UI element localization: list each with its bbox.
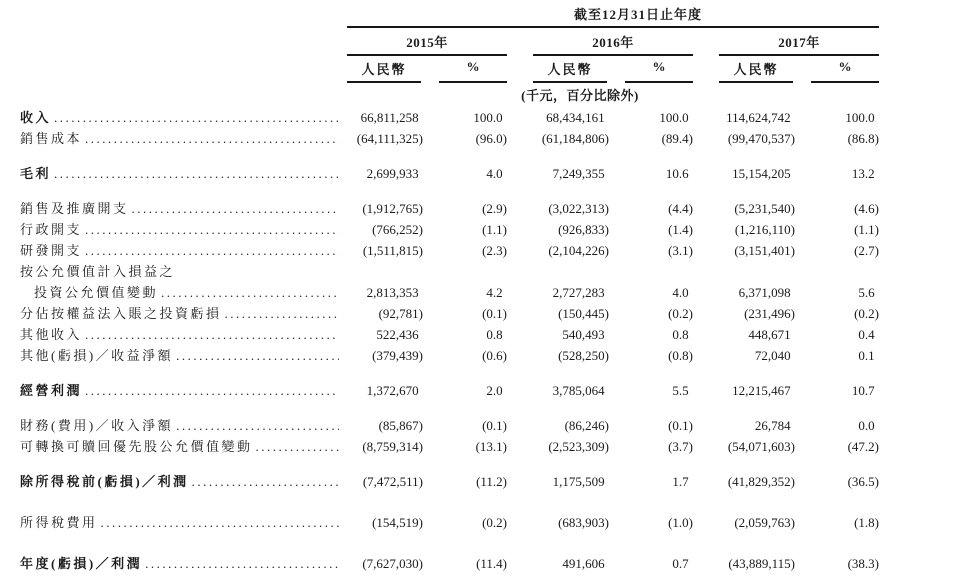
value-rmb-2016: 3,785,064	[552, 383, 605, 398]
row-label	[20, 324, 347, 345]
year-group-2015	[347, 471, 507, 492]
year-group-2017	[719, 345, 879, 366]
subheader-group-2016	[533, 59, 693, 83]
value-pct-2016: (0.1)	[668, 418, 693, 433]
label-column-spacer	[20, 59, 347, 83]
year-group-2015	[347, 436, 507, 457]
value-rmb-2017: (99,470,537)	[727, 131, 795, 146]
year-group-2015	[347, 324, 507, 345]
dot-leader	[176, 415, 339, 436]
table-row	[20, 128, 969, 149]
year-group-2017	[719, 240, 879, 261]
table-row	[20, 198, 969, 219]
row-label-text: 銷售及推廣開支	[20, 201, 129, 216]
value-pct-2017: 0.0	[858, 418, 875, 433]
year-group-2016	[533, 240, 693, 261]
currency-header: 人民幣	[533, 59, 607, 83]
row-label-text: 銷售成本	[20, 131, 83, 146]
value-rmb-2016: (528,250)	[558, 348, 609, 363]
year-group-2016	[533, 303, 693, 324]
table-row	[20, 261, 969, 282]
row-label-text: 其他(虧損)／收益淨額	[20, 348, 174, 363]
subheader-group-2015	[347, 59, 507, 83]
table-row	[20, 303, 969, 324]
row-label-text: 分佔按權益法入賬之投資虧損	[20, 306, 222, 321]
value-pct-2016: 0.8	[672, 327, 689, 342]
row-label-text: 年度(虧損)／利潤	[20, 556, 143, 571]
row-label	[20, 512, 347, 533]
value-rmb-2016: (926,833)	[558, 222, 609, 237]
currency-header: 人民幣	[719, 59, 793, 83]
value-rmb-2015: (7,627,030)	[362, 556, 423, 571]
value-pct-2017: (36.5)	[847, 474, 879, 489]
row-label-text: 所得稅費用	[20, 515, 98, 530]
table-row	[20, 282, 969, 303]
table-row	[20, 240, 969, 261]
value-pct-2015: 2.0	[486, 383, 503, 398]
value-rmb-2017: (43,889,115)	[728, 556, 795, 571]
year-group-2015	[347, 163, 507, 184]
year-group-2017	[719, 163, 879, 184]
value-pct-2016: (1.4)	[668, 222, 693, 237]
dot-leader	[85, 380, 339, 401]
row-label	[20, 415, 347, 436]
value-pct-2017: (86.8)	[847, 131, 879, 146]
row-label	[20, 107, 347, 128]
percent-header: %	[439, 59, 507, 83]
year-group-2016	[533, 219, 693, 240]
year-group-2017	[719, 303, 879, 324]
currency-header: 人民幣	[347, 59, 421, 83]
value-pct-2017: 5.6	[858, 285, 875, 300]
value-rmb-2017: 114,624,742	[726, 110, 791, 125]
year-group-2016	[533, 198, 693, 219]
table-header-title-row	[20, 5, 969, 28]
dot-leader	[85, 240, 339, 261]
year-group-2017	[719, 282, 879, 303]
year-group-2017	[719, 436, 879, 457]
value-rmb-2016: 540,493	[562, 327, 605, 342]
value-pct-2015: (2.9)	[482, 201, 507, 216]
value-pct-2015: 4.0	[486, 166, 503, 181]
dot-leader	[225, 303, 339, 324]
value-rmb-2016: 68,434,161	[546, 110, 605, 125]
value-pct-2016: (4.4)	[668, 201, 693, 216]
year-group-2016	[533, 107, 693, 128]
table-row	[20, 345, 969, 366]
year-group-2017	[719, 128, 879, 149]
dot-leader	[54, 163, 339, 184]
value-pct-2016: 10.6	[665, 166, 689, 181]
value-rmb-2015: (766,252)	[372, 222, 423, 237]
year-group-2017	[719, 471, 879, 492]
value-rmb-2016: 7,249,355	[552, 166, 605, 181]
year-group-2015	[347, 107, 507, 128]
value-pct-2016: 100.0	[659, 110, 689, 125]
row-label	[20, 553, 347, 574]
dot-leader	[85, 128, 339, 149]
value-pct-2015: 100.0	[473, 110, 503, 125]
value-rmb-2016: 491,606	[562, 556, 605, 571]
value-pct-2015: (2.3)	[482, 243, 507, 258]
row-label	[20, 345, 347, 366]
value-rmb-2015: (85,867)	[378, 418, 423, 433]
value-pct-2017: 13.2	[851, 166, 875, 181]
value-pct-2016: 1.7	[672, 474, 689, 489]
value-pct-2017: (0.2)	[854, 306, 879, 321]
year-group-2016	[533, 163, 693, 184]
value-rmb-2017: (3,151,401)	[734, 243, 795, 258]
row-label-text: 行政開支	[20, 222, 83, 237]
value-pct-2015: 0.8	[486, 327, 503, 342]
value-rmb-2015: 66,811,258	[360, 110, 419, 125]
value-rmb-2017: 12,215,467	[732, 383, 791, 398]
label-column-spacer	[20, 30, 347, 56]
year-group-2017	[719, 198, 879, 219]
year-group-2015	[347, 198, 507, 219]
table-row	[20, 471, 969, 492]
value-rmb-2017: (2,059,763)	[734, 515, 795, 530]
row-label	[20, 198, 347, 219]
value-pct-2016: 4.0	[672, 285, 689, 300]
value-pct-2015: (13.1)	[475, 439, 507, 454]
value-pct-2017: (4.6)	[854, 201, 879, 216]
value-pct-2015: (96.0)	[475, 131, 507, 146]
row-label-text: 除所得稅前(虧損)／利潤	[20, 474, 189, 489]
table-row	[20, 324, 969, 345]
table-row	[20, 219, 969, 240]
value-pct-2016: (0.8)	[668, 348, 693, 363]
dot-leader	[176, 345, 339, 366]
value-pct-2017: 0.4	[858, 327, 875, 342]
table-row	[20, 107, 969, 128]
dot-leader	[85, 219, 339, 240]
year-group-2017	[719, 324, 879, 345]
row-label	[20, 471, 347, 492]
table-row	[20, 512, 969, 533]
value-pct-2016: 0.7	[672, 556, 689, 571]
value-rmb-2017: 448,671	[748, 327, 791, 342]
percent-header: %	[625, 59, 693, 83]
value-rmb-2017: 15,154,205	[732, 166, 791, 181]
value-rmb-2017: 26,784	[754, 418, 791, 433]
year-group-2016	[533, 471, 693, 492]
row-label	[20, 240, 347, 261]
dot-leader	[192, 471, 339, 492]
year-group-2017	[719, 219, 879, 240]
dot-leader	[145, 553, 339, 574]
value-pct-2017: (2.7)	[854, 243, 879, 258]
percent-header: %	[811, 59, 879, 83]
value-rmb-2015: (8,759,314)	[362, 439, 423, 454]
value-pct-2015: (0.1)	[482, 306, 507, 321]
value-rmb-2017: (1,216,110)	[734, 222, 795, 237]
year-group-2016	[533, 128, 693, 149]
table-row	[20, 553, 969, 574]
value-pct-2016: 5.5	[672, 383, 689, 398]
row-label-text: 其他收入	[20, 327, 83, 342]
table-row	[20, 380, 969, 401]
row-label	[20, 261, 347, 282]
value-pct-2016: (89.4)	[661, 131, 693, 146]
year-group-2016	[533, 345, 693, 366]
value-pct-2017: (38.3)	[847, 556, 879, 571]
year-header-2015: 2015年	[347, 30, 507, 56]
title-rule	[347, 5, 879, 28]
dot-leader	[54, 107, 339, 128]
row-label-text: 研發開支	[20, 243, 83, 258]
row-label-text: 毛利	[20, 166, 52, 181]
value-pct-2017: 10.7	[851, 383, 875, 398]
value-rmb-2015: 2,699,933	[366, 166, 419, 181]
value-pct-2015: (0.1)	[482, 418, 507, 433]
row-label	[20, 436, 347, 457]
year-group-2017	[719, 512, 879, 533]
row-label	[20, 282, 347, 303]
value-rmb-2015: 2,813,353	[366, 285, 419, 300]
table-header-subcolumn-row	[20, 59, 969, 83]
value-rmb-2016: (86,246)	[564, 418, 609, 433]
table-unit-note-row	[20, 85, 969, 102]
row-label	[20, 163, 347, 184]
year-group-2015	[347, 282, 507, 303]
year-group-2016	[533, 415, 693, 436]
value-pct-2017: (47.2)	[847, 439, 879, 454]
value-pct-2015: 4.2	[486, 285, 503, 300]
year-group-2015	[347, 380, 507, 401]
dot-leader	[132, 198, 339, 219]
value-pct-2017: (1.8)	[854, 515, 879, 530]
table-row	[20, 436, 969, 457]
value-rmb-2016: 1,175,509	[552, 474, 605, 489]
value-rmb-2016: (2,104,226)	[548, 243, 609, 258]
value-rmb-2015: (92,781)	[378, 306, 423, 321]
value-rmb-2015: 522,436	[376, 327, 419, 342]
label-column-spacer	[20, 5, 347, 28]
value-pct-2016: (0.2)	[668, 306, 693, 321]
value-pct-2015: (0.6)	[482, 348, 507, 363]
year-group-2015	[347, 345, 507, 366]
value-rmb-2015: (154,519)	[372, 515, 423, 530]
year-group-2015	[347, 415, 507, 436]
row-label-text: 可轉換可贖回優先股公允價值變動	[20, 439, 253, 454]
note-area	[347, 85, 879, 102]
row-label-text: 投資公允價值變動	[34, 285, 159, 300]
value-pct-2017: 0.1	[858, 348, 875, 363]
year-group-2015	[347, 240, 507, 261]
row-label	[20, 303, 347, 324]
year-group-2015	[347, 303, 507, 324]
value-rmb-2015: (64,111,325)	[356, 131, 423, 146]
year-group-2017	[719, 553, 879, 574]
value-rmb-2017: (41,829,352)	[727, 474, 795, 489]
year-group-2015	[347, 512, 507, 533]
value-pct-2016: (1.0)	[668, 515, 693, 530]
value-rmb-2017: (5,231,540)	[734, 201, 795, 216]
row-label-text: 經營利潤	[20, 383, 83, 398]
table-row	[20, 415, 969, 436]
value-pct-2015: (11.4)	[476, 556, 507, 571]
value-pct-2016: (3.1)	[668, 243, 693, 258]
table-row	[20, 163, 969, 184]
value-pct-2017: (1.1)	[854, 222, 879, 237]
year-group-2016	[533, 380, 693, 401]
value-rmb-2015: 1,372,670	[366, 383, 419, 398]
year-group-2015	[347, 219, 507, 240]
value-pct-2015: (1.1)	[482, 222, 507, 237]
year-group-2016	[533, 324, 693, 345]
year-group-2016	[533, 512, 693, 533]
row-label	[20, 380, 347, 401]
value-pct-2015: (0.2)	[482, 515, 507, 530]
year-header-2017: 2017年	[719, 30, 879, 56]
value-rmb-2016: 2,727,283	[552, 285, 605, 300]
row-label-text: 按公允價值計入損益之	[20, 264, 176, 279]
value-rmb-2016: (61,184,806)	[541, 131, 609, 146]
year-group-2015	[347, 128, 507, 149]
year-group-2016	[533, 553, 693, 574]
value-rmb-2016: (2,523,309)	[548, 439, 609, 454]
year-group-2016	[533, 436, 693, 457]
value-rmb-2015: (1,912,765)	[362, 201, 423, 216]
subheader-group-2017	[719, 59, 879, 83]
year-header-2016: 2016年	[533, 30, 693, 56]
table-body	[20, 107, 969, 574]
table-title: 截至12月31日止年度	[573, 7, 703, 22]
unit-note: (千元，百分比除外)	[521, 88, 639, 103]
dot-leader	[256, 436, 339, 457]
value-rmb-2016: (683,903)	[558, 515, 609, 530]
value-rmb-2017: 72,040	[754, 348, 791, 363]
row-label	[20, 219, 347, 240]
value-pct-2016: (3.7)	[668, 439, 693, 454]
row-label-text: 財務(費用)／收入淨額	[20, 418, 174, 433]
year-group-2016	[533, 282, 693, 303]
value-rmb-2015: (379,439)	[372, 348, 423, 363]
value-rmb-2017: 6,371,098	[738, 285, 791, 300]
value-rmb-2016: (150,445)	[558, 306, 609, 321]
dot-leader	[101, 512, 339, 533]
year-group-2017	[719, 380, 879, 401]
dot-leader	[161, 282, 339, 303]
label-column-spacer	[20, 85, 347, 102]
value-rmb-2015: (1,511,815)	[362, 243, 423, 258]
value-rmb-2017: (231,496)	[744, 306, 795, 321]
value-rmb-2017: (54,071,603)	[727, 439, 795, 454]
value-pct-2017: 100.0	[845, 110, 875, 125]
year-group-2015	[347, 553, 507, 574]
value-pct-2015: (11.2)	[476, 474, 507, 489]
row-label-text: 收入	[20, 110, 52, 125]
value-rmb-2015: (7,472,511)	[362, 474, 423, 489]
table-header-year-row	[20, 30, 969, 56]
year-group-2017	[719, 415, 879, 436]
row-label	[20, 128, 347, 149]
year-group-2017	[719, 107, 879, 128]
dot-leader	[85, 324, 339, 345]
value-rmb-2016: (3,022,313)	[548, 201, 609, 216]
